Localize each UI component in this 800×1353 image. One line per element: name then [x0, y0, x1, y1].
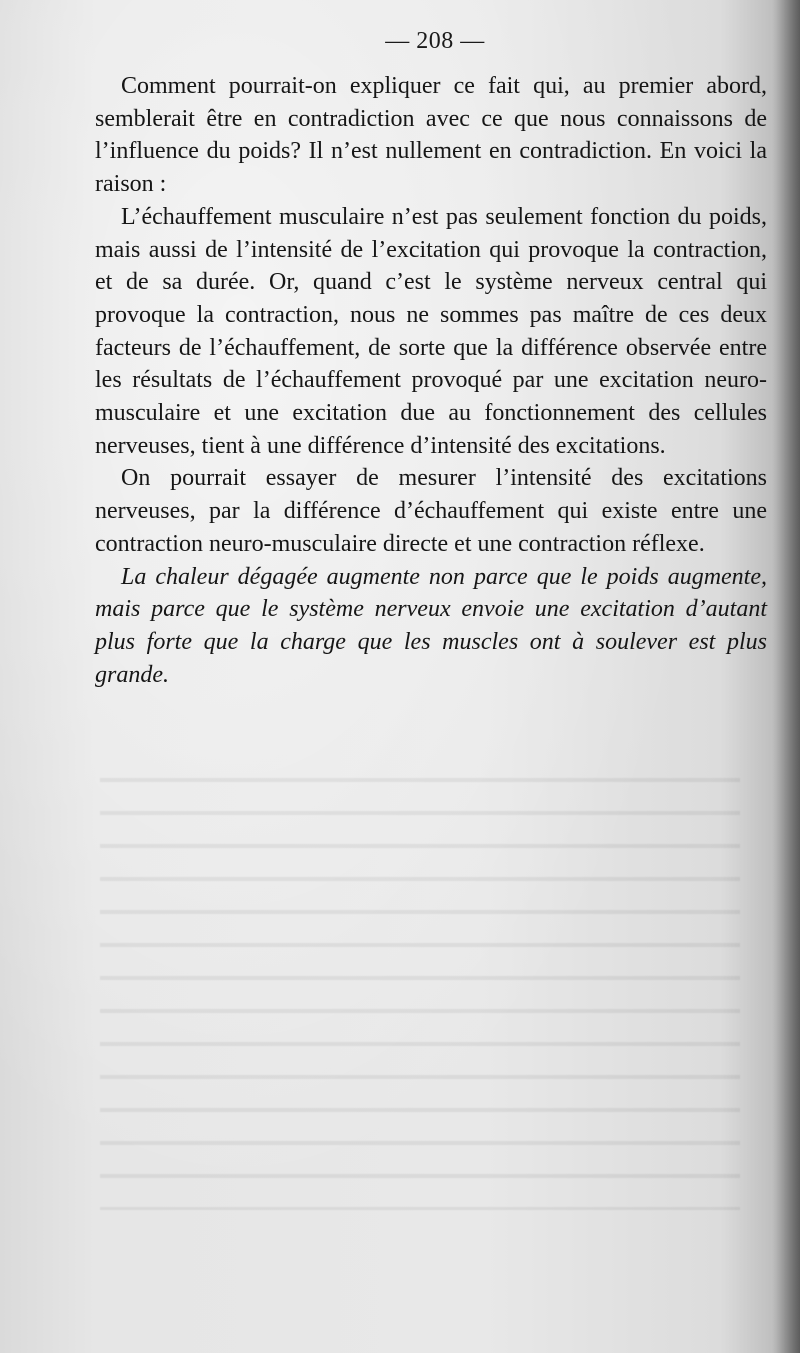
show-through-texture	[100, 760, 740, 1210]
paragraph-3: On pourrait essayer de mesurer l’intensité des excitations nerveuses, par la différence d’échauffement qui existe entre une contraction neuro-musculaire directe et une contraction réflexe.	[95, 465, 767, 557]
body-text	[95, 70, 767, 691]
paragraph-1: Comment pourrait-on expliquer ce fait qui, au premier abord, semblerait être en contradiction avec ce que nous connaissons de l’influence du poids? Il n’est nullement en contradiction. En voici la raison :	[95, 73, 767, 198]
paragraph-2: L’échauffement musculaire n’est pas seulement fonction du poids, mais aussi de l’intensité de l’excitation qui provoque la contraction, et de sa durée. Or, quand c’est le système nerveux central qui provoque la contraction, nous ne sommes pas maître de ces deux facteurs de l’échauffement, de sorte que la différence observée entre les résultats de l’échauffement provoqué par une excitation neuro-musculaire et une excitation due au fonctionnement des cellules nerveuses, tient à une différence d’intensité des excitations.	[95, 203, 767, 459]
paragraph-conclusion-italic: La chaleur dégagée augmente non parce que le poids augmente, mais parce que le système nerveux envoie une excitation d’autant plus forte que la charge que les muscles ont à soulever est plus grande.	[95, 563, 767, 688]
page-number: — 208 —	[385, 28, 485, 54]
binding-shadow	[772, 0, 800, 1353]
